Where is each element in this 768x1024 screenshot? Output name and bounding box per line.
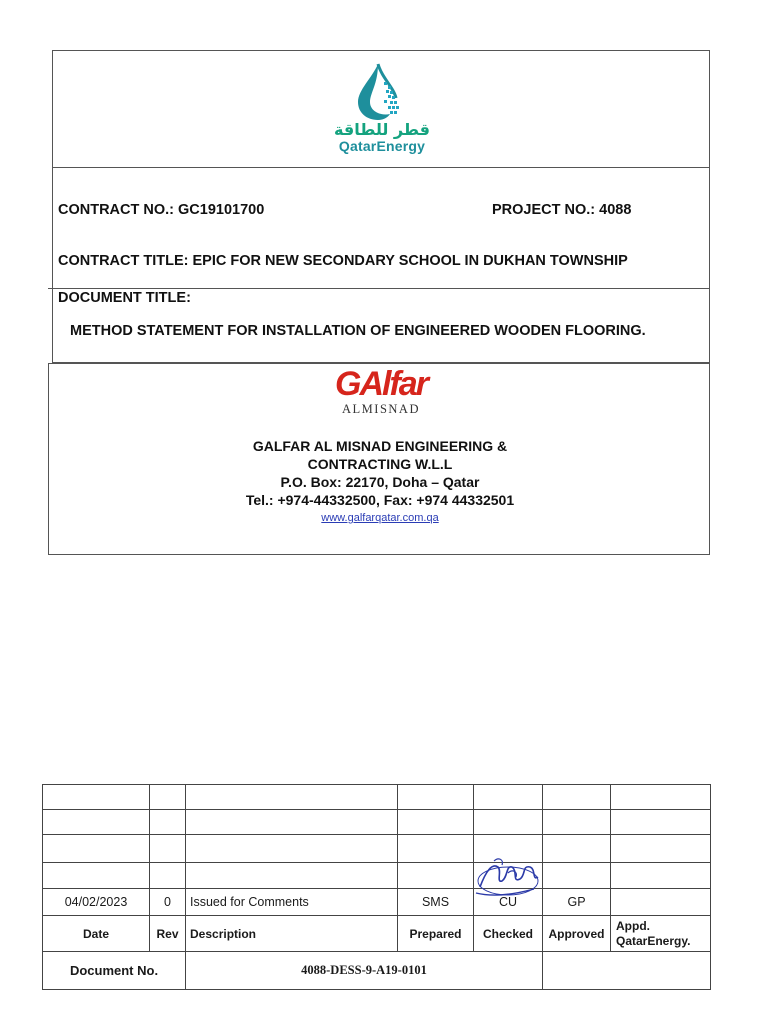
blank-revision-row: [43, 785, 711, 810]
blank-revision-row: [43, 863, 711, 889]
label-rev: Rev: [150, 916, 186, 952]
water-drop-icon: [320, 60, 442, 120]
galfar-logo: [320, 366, 442, 418]
label-appd-line1: Appd.: [616, 918, 650, 933]
label-appd-line2: QatarEnergy.: [616, 933, 691, 948]
document-title-label: DOCUMENT TITLE:: [58, 290, 191, 306]
document-number: 4088-DESS-9-A19-0101: [186, 952, 543, 990]
label-date: Date: [43, 916, 150, 952]
divider-doc-title: [48, 288, 710, 289]
contractor-po-box: P.O. Box: 22170, Doha – Qatar: [280, 474, 480, 490]
contractor-name-line2: CONTRACTING W.L.L: [307, 456, 453, 472]
label-row: [43, 916, 711, 952]
label-description: Description: [186, 916, 398, 952]
galfar-logo-subtitle: ALMISNAD: [342, 402, 420, 416]
qatarenergy-arabic-name: قطر للطاقة: [334, 120, 430, 139]
label-checked: Checked: [474, 916, 543, 952]
contractor-website-link[interactable]: www.galfarqatar.com.qa: [321, 512, 439, 524]
qatarenergy-logo: [320, 60, 442, 160]
document-number-blank: [543, 952, 711, 990]
issue-row: [43, 889, 711, 916]
issue-rev: 0: [150, 889, 186, 916]
document-number-label: Document No.: [43, 952, 186, 990]
issue-appd-client: [611, 889, 711, 916]
document-title: METHOD STATEMENT FOR INSTALLATION OF ENGINEERED WOODEN FLOORING.: [70, 323, 646, 339]
galfar-logo-word: GAlfar: [335, 365, 427, 403]
blank-revision-row: [43, 810, 711, 835]
contractor-address: [150, 437, 610, 509]
document-number-row: [43, 952, 711, 990]
label-appd: [611, 916, 711, 952]
issue-prepared: SMS: [398, 889, 474, 916]
contractor-tel-fax: Tel.: +974-44332500, Fax: +974 44332501: [245, 492, 515, 508]
contract-number: CONTRACT NO.: GC19101700: [58, 202, 265, 218]
label-prepared: Prepared: [398, 916, 474, 952]
revision-table: [42, 784, 711, 990]
issue-date: 04/02/2023: [43, 889, 150, 916]
label-approved: Approved: [543, 916, 611, 952]
qatarenergy-latin-name: QatarEnergy: [338, 138, 426, 154]
blank-revision-row: [43, 835, 711, 863]
issue-checked-initials: CU: [498, 895, 518, 909]
issue-approved: GP: [543, 889, 611, 916]
signature-icon: [472, 853, 544, 901]
divider-logo: [52, 167, 710, 168]
contractor-name-line1: GALFAR AL MISNAD ENGINEERING &: [252, 438, 508, 454]
project-number: PROJECT NO.: 4088: [492, 202, 632, 218]
contract-title: CONTRACT TITLE: EPIC FOR NEW SECONDARY SCHOOL IN DUKHAN TOWNSHIP: [58, 253, 628, 269]
issue-checked: [474, 889, 543, 916]
issue-description: Issued for Comments: [186, 889, 398, 916]
